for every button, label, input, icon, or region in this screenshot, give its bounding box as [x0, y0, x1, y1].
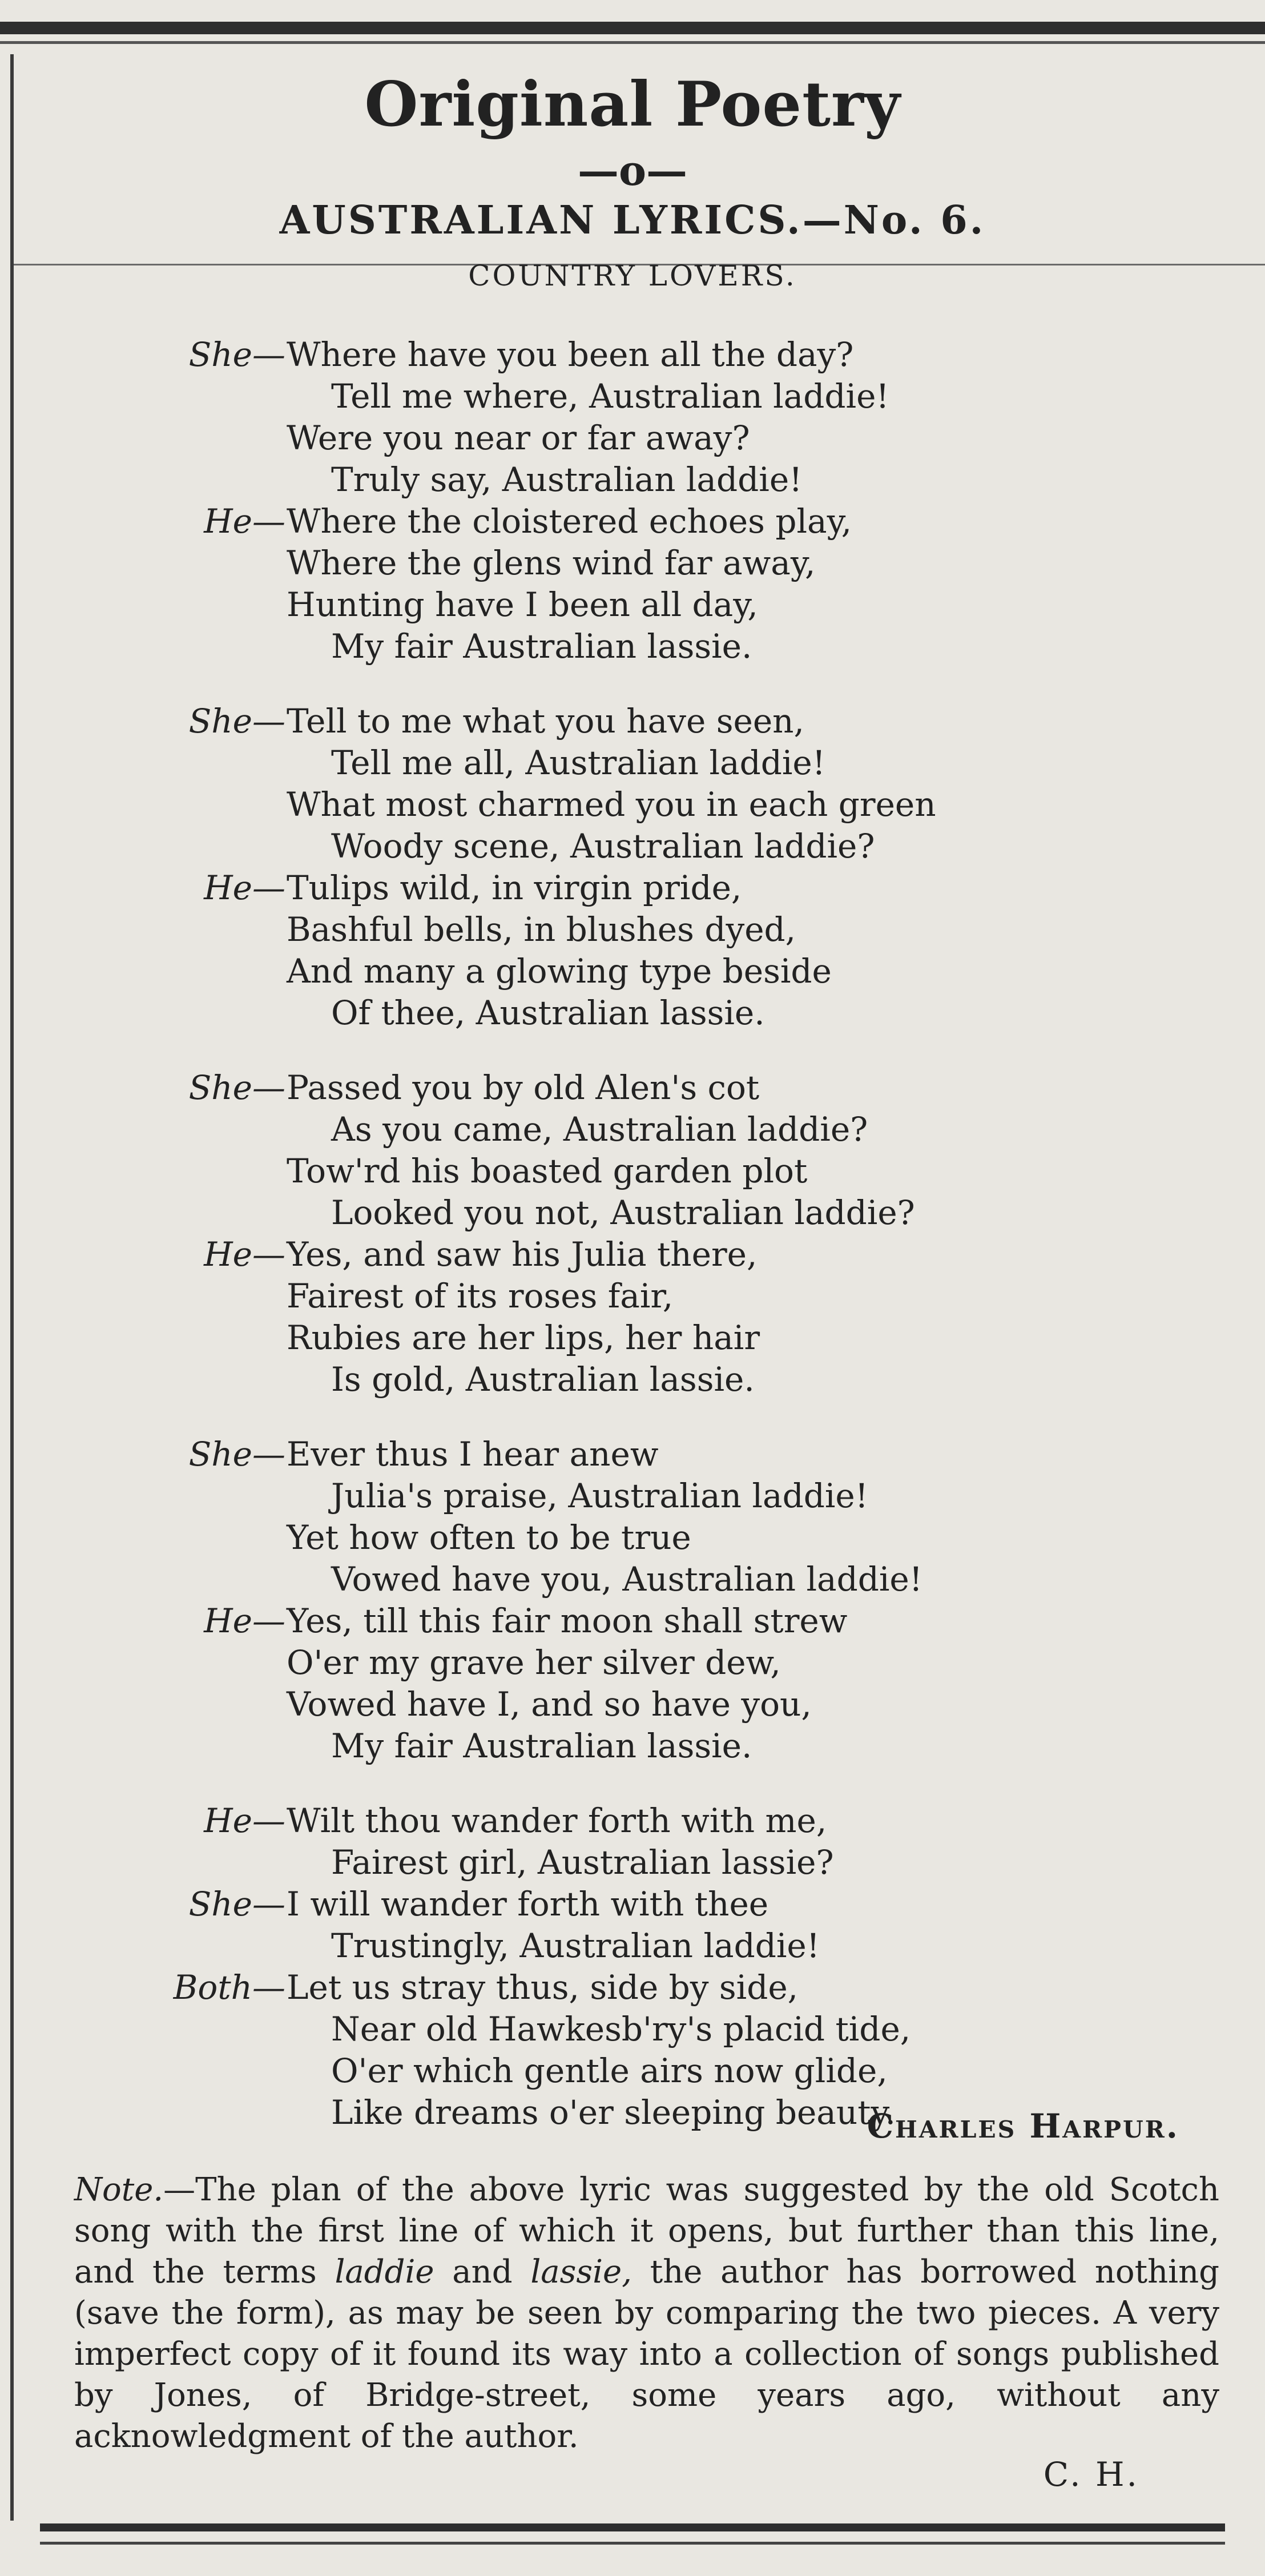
line-text: Near old Hawkesb'ry's placid tide, — [331, 2010, 911, 2048]
note-term-laddie: laddie — [335, 2253, 434, 2291]
stanza — [0, 1067, 1265, 1400]
page-title: Original Poetry — [364, 69, 901, 140]
line-text: Yes, till this fair moon shall strew — [287, 1601, 848, 1640]
speaker-label: She— — [188, 335, 285, 374]
speaker-label: Both— — [173, 1968, 285, 2007]
poem-line — [0, 1842, 1265, 1883]
speaker-label: She— — [188, 1885, 285, 1923]
line-text: As you came, Australian laddie? — [331, 1110, 868, 1149]
top-rule-thin — [0, 41, 1265, 44]
note-label: Note. — [74, 2171, 164, 2208]
line-text: Yet how often to be true — [287, 1518, 691, 1557]
line-text: O'er which gentle airs now glide, — [331, 2051, 888, 2090]
poem-line — [0, 1475, 1265, 1517]
line-text: Tell me where, Australian laddie! — [331, 377, 889, 416]
note-paragraph — [74, 2170, 1219, 2457]
line-text: My fair Australian lassie. — [331, 1726, 752, 1765]
poem-line — [0, 1317, 1265, 1359]
poem-line — [0, 417, 1265, 459]
poem-line — [0, 909, 1265, 951]
line-text: Let us stray thus, side by side, — [287, 1968, 799, 2007]
line-text: Fairest girl, Australian lassie? — [331, 1843, 834, 1882]
poem-line — [0, 951, 1265, 992]
line-text: Fairest of its roses fair, — [287, 1277, 674, 1315]
stanza — [0, 1434, 1265, 1767]
speaker-label: He— — [204, 502, 285, 541]
poem-line — [0, 1800, 1265, 1842]
line-text: Hunting have I been all day, — [287, 585, 758, 624]
poem-line — [0, 1109, 1265, 1150]
line-text: What most charmed you in each green — [287, 785, 936, 824]
poem-line — [0, 501, 1265, 542]
poem-line — [0, 1275, 1265, 1317]
line-text: O'er my grave her silver dew, — [287, 1643, 781, 1682]
speaker-label: He— — [204, 1235, 285, 1274]
line-text: Like dreams o'er sleeping beauty. — [331, 2093, 896, 2132]
top-rule — [0, 22, 1265, 34]
poem-line — [0, 376, 1265, 417]
note-text-1: —The plan of the above lyric was suggested by the old Scotch song with the first line of which it opens, but further than this line, and the terms — [74, 2171, 1219, 2291]
poem-line — [0, 459, 1265, 501]
line-text: Where the glens wind far away, — [287, 544, 816, 582]
line-text: Tell me all, Australian laddie! — [331, 743, 826, 782]
speaker-label: She— — [188, 702, 285, 740]
speaker-label: She— — [188, 1435, 285, 1474]
line-text: Woody scene, Australian laddie? — [331, 827, 875, 866]
ornament: —o— — [577, 146, 688, 195]
speaker-label: He— — [204, 1601, 285, 1640]
poem-line — [0, 1642, 1265, 1684]
poem-line — [0, 1725, 1265, 1767]
line-text: Where the cloistered echoes play, — [287, 502, 852, 541]
line-text: Of thee, Australian lassie. — [331, 993, 765, 1032]
poem-line — [0, 1883, 1265, 1925]
poem-line — [0, 1234, 1265, 1275]
line-text: Wilt thou wander forth with me, — [287, 1801, 827, 1840]
poem — [0, 334, 1265, 2167]
line-text: And many a glowing type beside — [287, 952, 832, 991]
author-signature: Charles Harpur. — [867, 2107, 1179, 2146]
line-text: Passed you by old Alen's cot — [287, 1068, 760, 1107]
line-text: Bashful bells, in blushes dyed, — [287, 910, 796, 949]
line-text: Yes, and saw his Julia there, — [287, 1235, 758, 1274]
poem-line — [0, 626, 1265, 667]
poem-line — [0, 826, 1265, 867]
note-text-2: and — [434, 2253, 531, 2291]
poem-line — [0, 701, 1265, 742]
stanza — [0, 701, 1265, 1034]
line-text: Vowed have I, and so have you, — [287, 1685, 812, 1724]
stanza — [0, 1800, 1265, 2134]
poem-line — [0, 1434, 1265, 1475]
line-text: Julia's praise, Australian laddie! — [331, 1476, 869, 1515]
poem-line — [0, 2009, 1265, 2050]
speaker-label: He— — [204, 1801, 285, 1840]
speaker-label: She— — [188, 1068, 285, 1107]
poem-line — [0, 1517, 1265, 1559]
poem-line — [0, 1925, 1265, 1967]
poem-line — [0, 542, 1265, 584]
poem-subtitle: COUNTRY LOVERS. — [468, 259, 797, 292]
note-term-lassie: lassie, — [530, 2253, 632, 2291]
poem-line — [0, 1559, 1265, 1600]
line-text: Truly say, Australian laddie! — [331, 460, 803, 499]
poem-line — [0, 742, 1265, 784]
line-text: Tulips wild, in virgin pride, — [287, 868, 742, 907]
poem-line — [0, 1967, 1265, 2009]
poem-line — [0, 1600, 1265, 1642]
poem-line — [0, 1067, 1265, 1109]
bottom-rule-thin — [40, 2542, 1225, 2545]
line-text: Were you near or far away? — [287, 418, 750, 457]
line-text: Ever thus I hear anew — [287, 1435, 659, 1474]
line-text: Looked you not, Australian laddie? — [331, 1193, 915, 1232]
note-text-3: the author has borrowed nothing (save the form), as may be seen by comparing the two pieces. A very imperfect copy of it found its way into a collection of songs published by Jones, of Bridge-street, some years ago, without any acknowledgment of the author. — [74, 2253, 1220, 2455]
poem-line — [0, 584, 1265, 626]
poem-line — [0, 867, 1265, 909]
poem-line — [0, 992, 1265, 1034]
header — [0, 69, 1265, 292]
line-text: Where have you been all the day? — [287, 335, 854, 374]
line-text: I will wander forth with thee — [287, 1885, 769, 1923]
line-text: Trustingly, Australian laddie! — [331, 1926, 820, 1965]
poem-line — [0, 1684, 1265, 1725]
line-text: Vowed have you, Australian laddie! — [331, 1560, 923, 1599]
speaker-label: He— — [204, 868, 285, 907]
poem-line — [0, 334, 1265, 376]
poem-line — [0, 784, 1265, 826]
line-text: Is gold, Australian lassie. — [331, 1360, 755, 1399]
stanza — [0, 334, 1265, 667]
line-text: Tow'rd his boasted garden plot — [287, 1152, 808, 1190]
poem-line — [0, 1192, 1265, 1234]
bottom-rule — [40, 2523, 1225, 2531]
poem-line — [0, 1150, 1265, 1192]
note-initials: C. H. — [1043, 2455, 1139, 2494]
line-text: Rubies are her lips, her hair — [287, 1318, 760, 1357]
lyrics-title: AUSTRALIAN LYRICS.—No. 6. — [279, 198, 986, 243]
line-text: Tell to me what you have seen, — [287, 702, 804, 740]
poem-line — [0, 2050, 1265, 2092]
line-text: My fair Australian lassie. — [331, 627, 752, 666]
poem-line — [0, 1359, 1265, 1400]
